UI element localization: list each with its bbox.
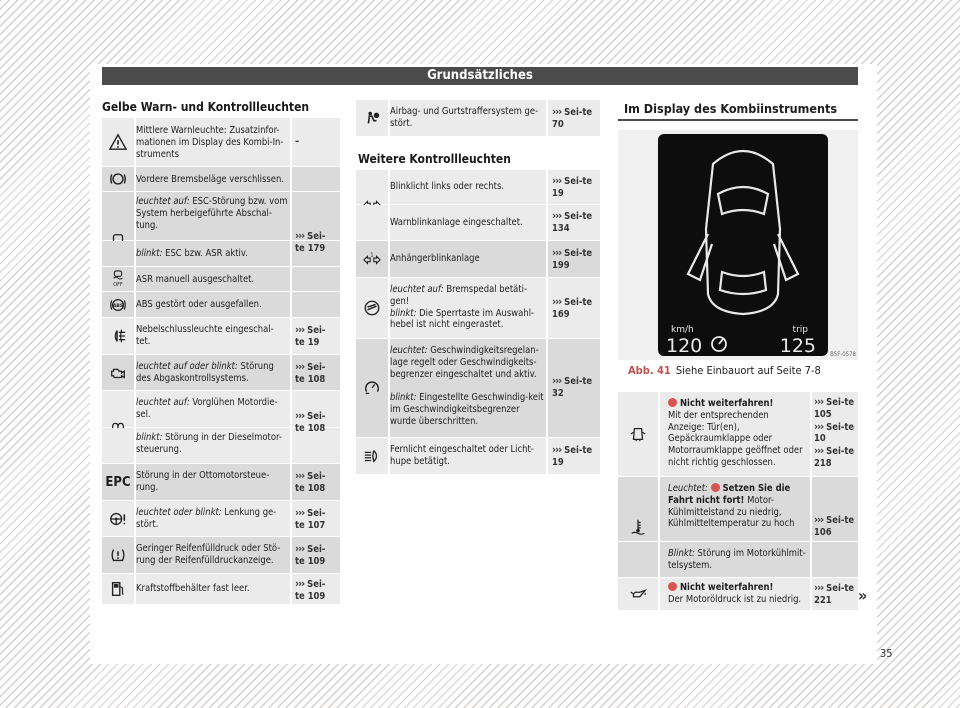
ref-arrow: ››› xyxy=(552,209,562,222)
ref-arrow: ››› xyxy=(295,469,305,482)
row-text-body: ESC bzw. ASR aktiv. xyxy=(162,248,248,259)
row-ref xyxy=(295,578,335,603)
row-text-body2: Die Sperrtaste im Auswahl-hebel ist nicht eingerastet. xyxy=(390,307,535,331)
figure-caption xyxy=(618,362,858,380)
table-row xyxy=(102,118,340,166)
row-ref xyxy=(814,582,856,607)
left-table xyxy=(102,118,340,604)
table-row xyxy=(618,392,858,476)
speed-unit: km/h xyxy=(671,325,694,335)
row-warn: Nicht weiterfahren! xyxy=(680,582,774,593)
row-text xyxy=(390,284,546,331)
ref-text: Sei-te 19 xyxy=(295,325,326,348)
cruise-gauge-icon xyxy=(712,337,726,351)
door-open-icon xyxy=(618,392,658,476)
row-text-body: Mit der entsprechenden Anzeige: Tür(en), Gepäckraumklappe oder Motorraumklappe geöffnet oder nicht richtig geschlossen. xyxy=(668,409,803,468)
table-row xyxy=(356,205,600,240)
row-ref: – xyxy=(295,136,300,147)
trip-label: trip xyxy=(792,325,808,335)
ref-text: Sei-te 10 xyxy=(814,421,855,445)
row-text: Airbag- und Gurtstraffersystem ge-stört. xyxy=(390,106,539,129)
row-text: Warnblinkanlage eingeschaltet. xyxy=(390,217,523,228)
ref-arrow: ››› xyxy=(295,360,305,373)
table-row xyxy=(356,100,600,136)
ref-text: Sei-te 108 xyxy=(295,411,326,434)
brake-pad-icon xyxy=(102,167,134,191)
ref-arrow: ››› xyxy=(295,323,305,336)
brake-pedal-icon xyxy=(356,278,388,338)
row-ref xyxy=(552,247,596,272)
row-text xyxy=(668,483,810,530)
cluster-figure xyxy=(618,130,858,360)
row-text-body: Störung des Abgaskontrollsystems. xyxy=(136,361,274,384)
row-text-body: Vorglühen Motordie-sel. xyxy=(136,397,278,420)
ref-text: Sei-te 32 xyxy=(552,376,593,399)
next-page-arrow: » xyxy=(858,586,868,605)
row-text xyxy=(136,361,286,385)
ref-text: Sei-te 105 xyxy=(814,397,855,420)
esc-off-icon xyxy=(102,267,134,291)
row-text: Kraftstoffbehälter fast leer. xyxy=(136,583,250,594)
table-row xyxy=(356,170,600,204)
row-text-em2: blinkt: xyxy=(390,307,417,319)
row-text: Anhängerblinkanlage xyxy=(390,253,480,264)
engine-icon xyxy=(102,355,134,390)
ref-text: Sei-te 108 xyxy=(295,362,326,385)
right-table xyxy=(618,392,858,610)
ref-arrow: ››› xyxy=(552,374,562,387)
table-row xyxy=(356,438,600,474)
ref-arrow: ››› xyxy=(814,395,824,408)
ref-text: Sei-te 218 xyxy=(814,446,855,469)
col-divider xyxy=(810,392,812,610)
row-text: Störung in der Ottomotorsteue-rung. xyxy=(136,470,270,493)
table-row xyxy=(102,355,340,390)
ref-text: Sei-te 107 xyxy=(295,508,326,531)
row-text-body2: Eingestellte Geschwindig-keit im Geschwindigkeitsbegrenzer wurde überschritten. xyxy=(390,392,544,427)
ref-arrow: ››› xyxy=(295,229,305,242)
ref-arrow: ››› xyxy=(552,295,562,308)
ref-arrow: ››› xyxy=(295,542,305,555)
stop-warning-icon xyxy=(668,582,677,591)
svg-text:1: 1 xyxy=(370,252,374,259)
ref-text: Sei-te 109 xyxy=(295,579,326,602)
table-row xyxy=(356,278,600,338)
ref-arrow: ››› xyxy=(552,246,562,259)
row-text xyxy=(136,397,286,421)
right-section-title: Im Display des Kombiinstruments xyxy=(624,101,838,116)
airbag-icon xyxy=(356,100,388,136)
svg-text:OFF: OFF xyxy=(113,282,123,288)
row-text xyxy=(136,507,286,531)
table-row xyxy=(102,292,340,317)
table-row xyxy=(102,574,340,604)
row-ref xyxy=(552,375,596,400)
ref-arrow: ››› xyxy=(814,444,824,458)
row-ref xyxy=(295,324,335,349)
ref-arrow: ››› xyxy=(295,409,305,422)
col-divider xyxy=(388,170,390,474)
ref-text: Sei-te 108 xyxy=(295,471,326,494)
table-row xyxy=(356,241,600,277)
fuel-icon xyxy=(102,574,134,604)
page-number: 35 xyxy=(880,647,893,660)
ref-text: Sei-te 221 xyxy=(814,583,855,606)
figure-code: B5F-0578 xyxy=(830,351,856,358)
col-divider xyxy=(658,392,660,610)
row-warn: Nicht weiterfahren! xyxy=(680,398,774,409)
row-text-em: leuchtet: xyxy=(390,345,428,356)
abs-icon xyxy=(102,292,134,317)
row-text-em: blinkt: xyxy=(136,248,163,259)
row-ref xyxy=(295,543,335,568)
row-ref xyxy=(552,175,596,200)
table-row xyxy=(102,464,340,500)
row-warn: Setzen Sie die Fahrt nicht fort! xyxy=(668,483,791,506)
table-row xyxy=(618,542,858,577)
ref-arrow: ››› xyxy=(552,105,562,118)
row-text-body: Motor-Kühlmittelstand zu niedrig, Kühlmitteltemperatur zu hoch xyxy=(668,494,795,530)
row-text xyxy=(390,345,546,428)
epc-icon xyxy=(102,464,134,500)
row-ref xyxy=(552,444,596,469)
table-row xyxy=(102,501,340,536)
table-row xyxy=(102,167,340,191)
epc-label: EPC xyxy=(105,474,131,490)
rear-fog-icon xyxy=(102,318,134,354)
row-text: Mittlere Warnleuchte: Zusatzinfor-mationen im Display des Kombi-In-struments xyxy=(136,125,284,160)
table-row xyxy=(102,318,340,354)
tyre-pressure-icon xyxy=(102,537,134,573)
row-ref xyxy=(814,514,856,539)
row-text-em: leuchtet auf: xyxy=(136,196,190,207)
col-divider xyxy=(546,100,548,136)
ref-text: Sei-te 19 xyxy=(552,445,593,468)
row-ref xyxy=(295,410,335,435)
row-text: ASR manuell ausgeschaltet. xyxy=(136,274,255,285)
row-text xyxy=(668,548,808,572)
speed-value: 120 xyxy=(666,335,703,356)
page-header: Grundsätzliches xyxy=(102,67,858,85)
cruise-control-icon xyxy=(356,339,388,437)
ref-arrow: ››› xyxy=(295,506,305,519)
steering-icon xyxy=(102,501,134,536)
row-text: Nebelschlussleuchte eingeschal-tet. xyxy=(136,324,274,347)
ref-text: Sei-te 106 xyxy=(814,515,855,538)
airbag-table xyxy=(356,100,600,136)
row-text: Geringer Reifenfülldruck oder Stö-rung der Reifenfülldruckanzeige. xyxy=(136,543,281,566)
ref-text: Sei-te 134 xyxy=(552,211,593,234)
row-text xyxy=(136,248,290,260)
row-text-em: leuchtet auf oder blinkt: xyxy=(136,361,238,372)
row-text-em: Blinkt: xyxy=(668,548,695,559)
row-text-body: Störung im Motorkühlmit-telsystem. xyxy=(668,548,806,571)
middle-section-title: Weitere Kontrollleuchten xyxy=(358,152,511,166)
row-text-body: Der Motoröldruck ist zu niedrig. xyxy=(668,593,802,605)
ref-text: Sei-te 19 xyxy=(552,176,593,199)
row-ref xyxy=(552,210,596,235)
ref-arrow: ››› xyxy=(814,581,824,594)
stop-warning-icon xyxy=(711,483,720,492)
oil-can-icon xyxy=(618,578,658,610)
high-beam-icon xyxy=(356,438,388,474)
trailer-signal-icon xyxy=(356,241,388,277)
row-text-em: leuchtet auf: xyxy=(136,397,190,408)
row-text xyxy=(136,432,286,456)
left-section-title: Gelbe Warn- und Kontrollleuchten xyxy=(102,100,310,114)
row-text-em: Leuchtet: xyxy=(668,483,708,494)
table-row xyxy=(618,578,858,610)
row-text-body: Lenkung ge-stört. xyxy=(136,507,277,530)
row-text: Vordere Bremsbeläge verschlissen. xyxy=(136,174,285,185)
ref-arrow: ››› xyxy=(552,174,562,187)
middle-table xyxy=(356,170,600,474)
stop-warning-icon xyxy=(668,398,677,407)
svg-text:ABS: ABS xyxy=(112,303,124,309)
row-text-em: leuchtet oder blinkt: xyxy=(136,507,222,518)
car-top-view-icon xyxy=(658,134,828,356)
col-divider xyxy=(290,118,292,604)
col-divider xyxy=(134,118,136,604)
row-text: Fernlicht eingeschaltet oder Licht-hupe betätigt. xyxy=(390,444,534,467)
table-row xyxy=(102,537,340,573)
ref-arrow: ››› xyxy=(814,513,824,526)
ref-text: Sei-te 199 xyxy=(552,248,593,271)
ref-arrow: ››› xyxy=(814,419,824,433)
ref-arrow: ››› xyxy=(295,577,305,590)
row-text-body: ESC-Störung bzw. vom System herbeigeführte Abschal-tung. xyxy=(136,196,288,231)
caption-label: Abb. 41 xyxy=(628,364,671,377)
row-text-body: Störung in der Dieselmotor-steuerung. xyxy=(136,432,282,455)
ref-text: Sei-te 169 xyxy=(552,297,593,320)
right-section-title-box xyxy=(618,97,858,121)
ref-text: Sei-te 109 xyxy=(295,544,326,567)
row-text-body: Geschwindigkeitsregelan-lage regelt oder Geschwindigkeits-begrenzer eingeschaltet und aktiv. xyxy=(390,345,539,380)
ref-arrow: ››› xyxy=(552,443,562,456)
row-text-body: Bremspedal betäti-gen! xyxy=(390,284,528,307)
row-ref xyxy=(552,106,596,131)
row-text xyxy=(136,196,290,231)
row-ref xyxy=(295,470,335,495)
table-row xyxy=(102,267,340,291)
ref-text: Sei-te 179 xyxy=(295,231,326,254)
caption-text: Siehe Einbauort auf Seite 7-8 xyxy=(675,364,821,377)
warning-triangle-icon xyxy=(102,118,134,166)
row-ref xyxy=(814,396,856,470)
trip-value: 125 xyxy=(779,335,816,356)
table-row xyxy=(356,339,600,437)
row-ref xyxy=(552,296,596,321)
col-divider xyxy=(546,170,548,474)
ref-text: Sei-te 70 xyxy=(552,107,593,130)
row-text: ABS gestört oder ausgefallen. xyxy=(136,299,262,310)
row-text xyxy=(668,582,810,606)
row-text-em2: blinkt: xyxy=(390,392,417,404)
row-ref xyxy=(295,507,335,532)
row-ref xyxy=(295,361,335,386)
cluster-display xyxy=(658,134,828,356)
row-text-em: blinkt: xyxy=(136,432,163,443)
row-text: Blinklicht links oder rechts. xyxy=(390,181,505,192)
group-ref xyxy=(295,230,335,255)
row-text xyxy=(668,398,804,469)
col-divider xyxy=(388,100,390,136)
row-text-em: leuchtet auf: xyxy=(390,284,444,295)
